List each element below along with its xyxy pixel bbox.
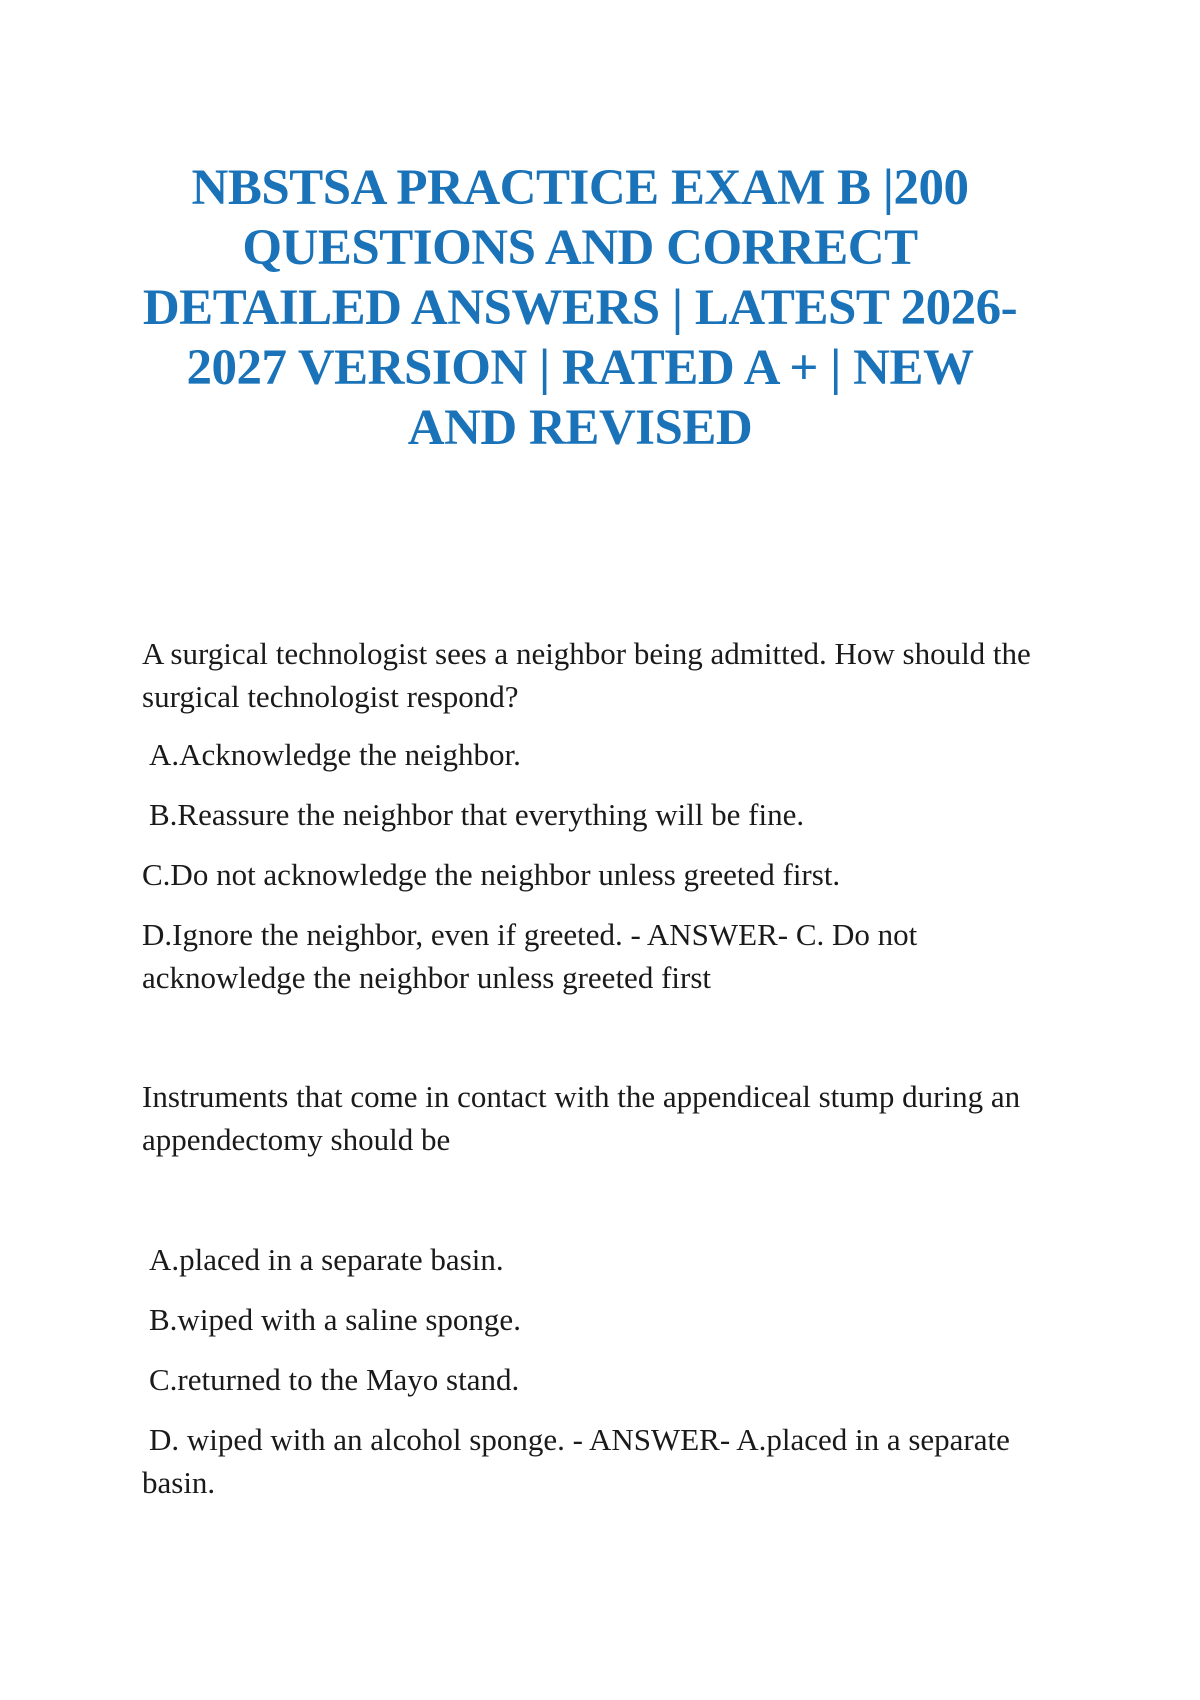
question-2-option-d-answer: D. wiped with an alcohol sponge. - ANSWER- A.placed in a separate basin. <box>142 1422 1010 1500</box>
question-2-option-a: A.placed in a separate basin. <box>149 1242 504 1277</box>
question-1-prompt: A surgical technologist sees a neighbor being admitted. How should the surgical technologist respond? <box>142 636 1031 714</box>
question-2-option-c: C.returned to the Mayo stand. <box>149 1362 520 1397</box>
question-1-option-a: A.Acknowledge the neighbor. <box>149 737 521 772</box>
question-2-option-b: B.wiped with a saline sponge. <box>149 1302 521 1337</box>
question-1-option-c: C.Do not acknowledge the neighbor unless greeted first. <box>142 857 841 892</box>
document-title: NBSTSA PRACTICE EXAM B |200 QUESTIONS AND CORRECT DETAILED ANSWERS | LATEST 2026-2027 VERSION | RATED A + | NEW AND REVISED <box>142 160 1018 456</box>
question-2-prompt: Instruments that come in contact with the appendiceal stump during an appendectomy should be <box>142 1079 1021 1157</box>
question-1-option-b: B.Reassure the neighbor that everything will be fine. <box>149 797 805 832</box>
question-1-option-d-answer: D.Ignore the neighbor, even if greeted. - ANSWER- C. Do not acknowledge the neighbor unless greeted first <box>142 917 918 995</box>
